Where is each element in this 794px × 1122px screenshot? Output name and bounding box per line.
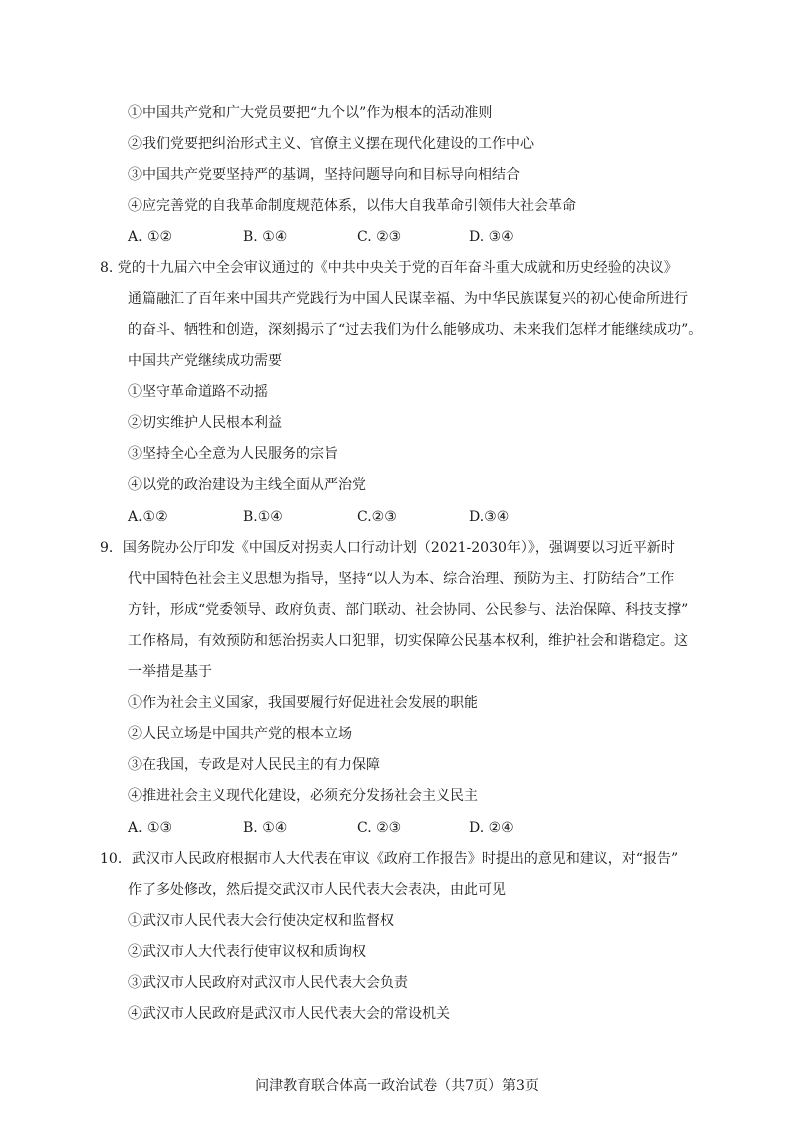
q7-item-1: ①中国共产党和广大党员要把“九个以”作为根本的活动准则 (128, 105, 493, 121)
q10-item-1: ①武汉市人民代表大会行使决定权和监督权 (128, 913, 394, 929)
q7-option-b: B. ①④ (243, 229, 288, 245)
q8-stem-line-2: 通篇融汇了百年来中国共产党践行为中国人民谋幸福、为中华民族谋复兴的初心使命所进行 (128, 291, 688, 307)
q9-stem-line-2: 代中国特色社会主义思想为指导，坚持“以人为本、综合治理、预防为主、打防结合”工作 (128, 571, 675, 587)
q8-item-2: ②切实维护人民根本利益 (128, 415, 282, 431)
q8-option-d: D.③④ (469, 509, 510, 525)
q7-item-2: ②我们党要把纠治形式主义、官僚主义摆在现代化建设的工作中心 (128, 136, 534, 152)
q7-item-3: ③中国共产党要坚持严的基调，坚持问题导向和目标导向相结合 (128, 167, 520, 183)
q9-option-c: C. ②③ (357, 820, 402, 836)
q8-item-1: ①坚守革命道路不动摇 (128, 384, 268, 400)
q9-stem-line-4: 工作格局，有效预防和惩治拐卖人口犯罪，切实保障公民基本权利，维护社会和谐稳定。这 (128, 633, 688, 649)
q9-stem-line-3: 方针，形成“党委领导、政府负责、部门联动、社会协同、公民参与、法治保障、科技支撑” (128, 602, 689, 618)
q8-item-4: ④以党的政治建设为主线全面从严治党 (128, 477, 366, 493)
q10-item-3: ③武汉市人民政府对武汉市人民代表大会负责 (128, 975, 408, 991)
q9-option-b: B. ①④ (243, 820, 288, 836)
q7-option-a: A. ①② (128, 229, 173, 245)
q9-item-2: ②人民立场是中国共产党的根本立场 (128, 726, 352, 742)
q8-option-a: A.①② (128, 509, 168, 525)
q10-stem-line-1: 10．武汉市人民政府根据市人大代表在审议《政府工作报告》时提出的意见和建议，对“报告” (100, 851, 679, 867)
q10-item-4: ④武汉市人民政府是武汉市人民代表大会的常设机关 (128, 1006, 450, 1022)
q8-item-3: ③坚持全心全意为人民服务的宗旨 (128, 446, 338, 462)
q9-stem-line-5: 一举措是基于 (128, 664, 212, 680)
q9-stem-line-1: 9．国务院办公厅印发《中国反对拐卖人口行动计划（2021-2030年）》，强调要以习近平新时 (100, 540, 675, 556)
q8-stem-line-1: 8. 党的十九届六中全会审议通过的《中共中央关于党的百年奋斗重大成就和历史经验的决议》 (100, 260, 678, 276)
q8-stem-line-4: 中国共产党继续成功需要 (128, 353, 282, 369)
q7-option-c: C. ②③ (357, 229, 402, 245)
q9-item-4: ④推进社会主义现代化建设，必须充分发扬社会主义民主 (128, 788, 478, 804)
q7-option-d: D. ③④ (469, 229, 514, 245)
q9-item-3: ③在我国，专政是对人民民主的有力保障 (128, 757, 380, 773)
q10-stem-line-2: 作了多处修改，然后提交武汉市人民代表大会表决，由此可见 (128, 882, 506, 898)
q9-option-d: D. ②④ (469, 820, 514, 836)
q9-item-1: ①作为社会主义国家，我国要履行好促进社会发展的职能 (128, 695, 478, 711)
q10-item-2: ②武汉市人大代表行使审议权和质询权 (128, 944, 366, 960)
q7-item-4: ④应完善党的自我革命制度规范体系，以伟大自我革命引领伟大社会革命 (128, 198, 576, 214)
q9-option-a: A. ①③ (128, 820, 173, 836)
q8-option-c: C.②③ (357, 509, 397, 525)
q8-stem-line-3: 的奋斗、牺牲和创造，深刻揭示了“过去我们为什么能够成功、未来我们怎样才能继续成功”。 (128, 322, 703, 338)
q8-option-b: B.①④ (243, 509, 283, 525)
page-footer: 问津教育联合体高一政治试卷（共7页）第3页 (255, 1078, 539, 1094)
